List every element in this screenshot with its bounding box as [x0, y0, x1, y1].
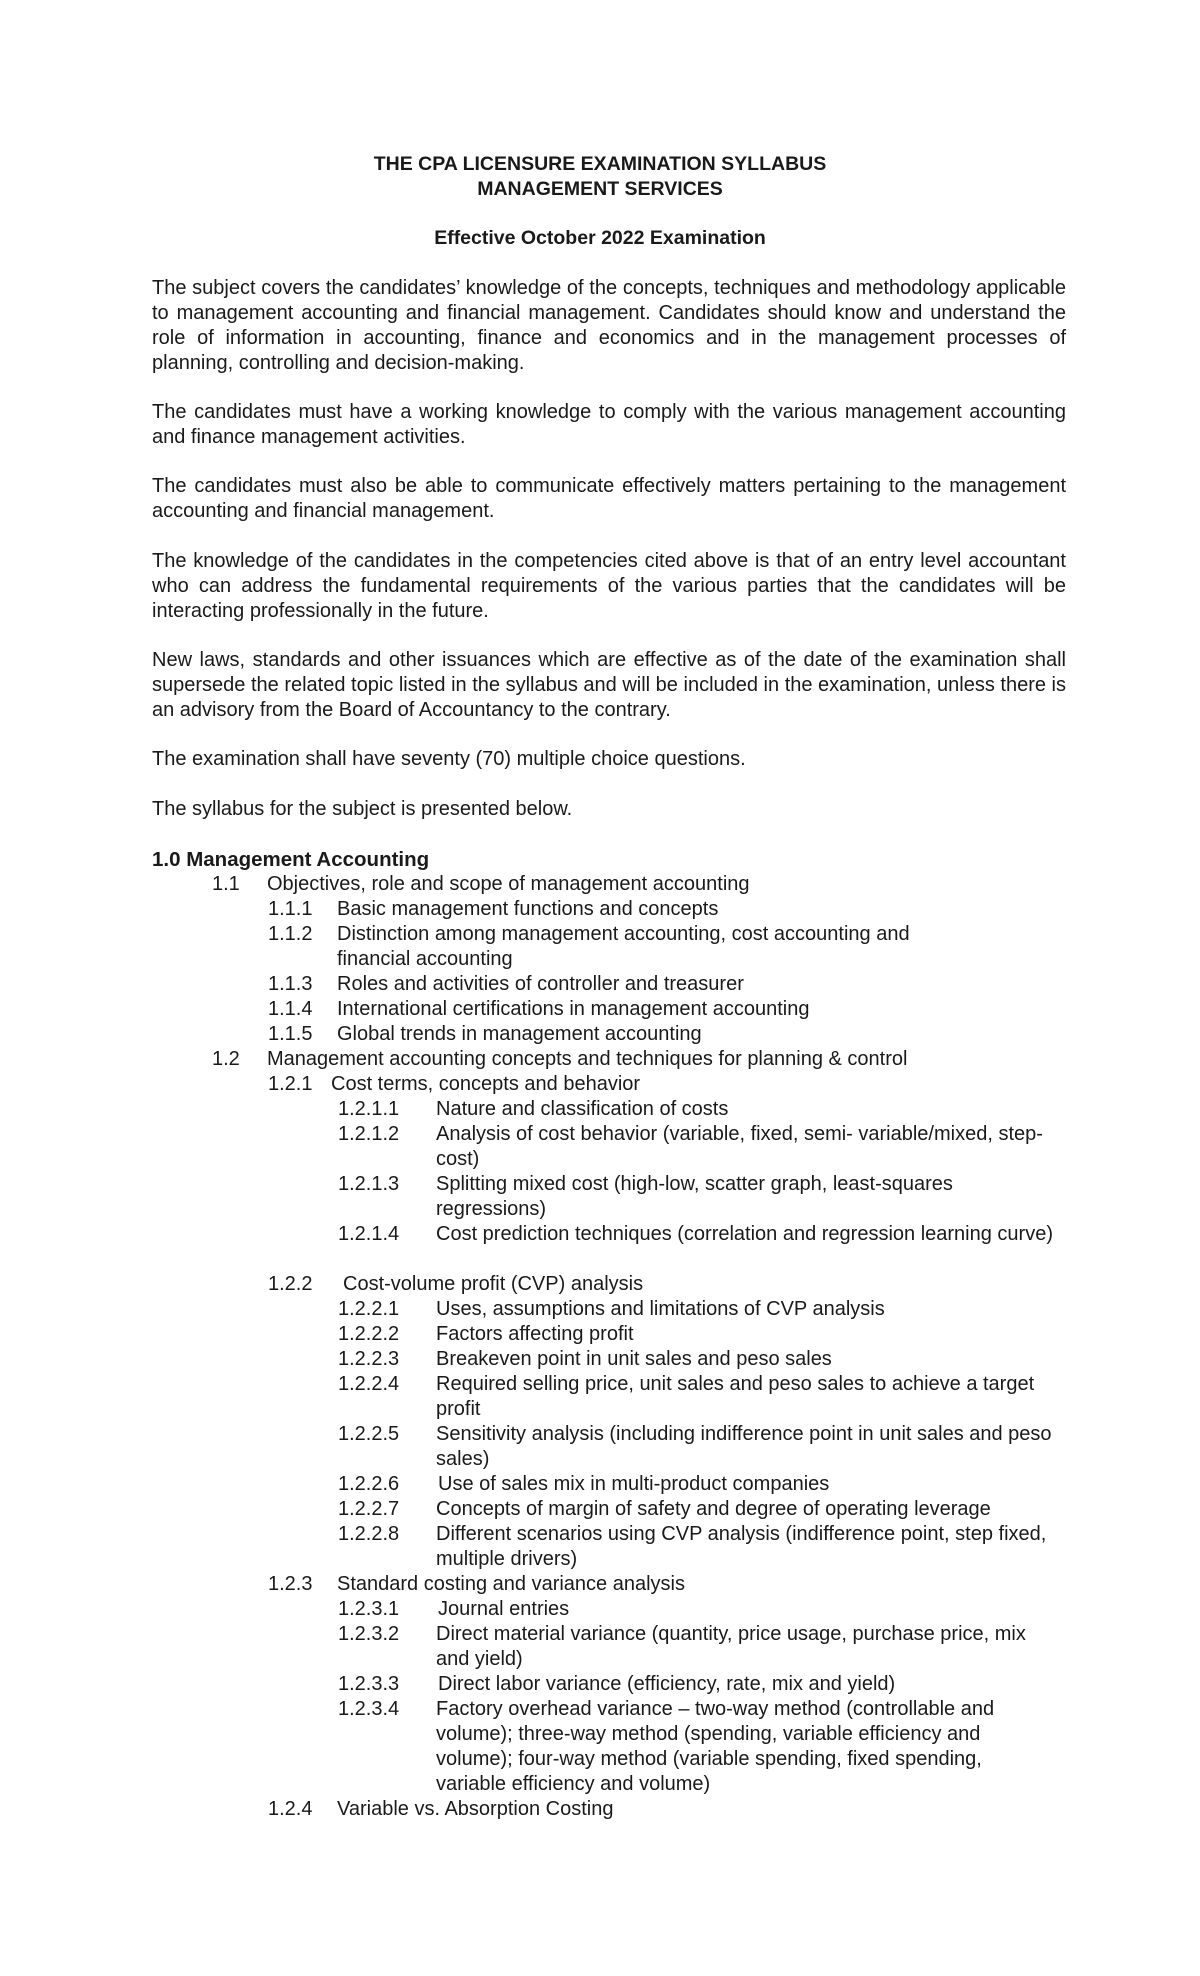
item-text: Breakeven point in unit sales and peso sales — [436, 1348, 832, 1370]
item-number: 1.2.1.3 — [338, 1173, 400, 1195]
item-number: 1.2.2.6 — [338, 1473, 400, 1495]
item-number: 1.2.1.4 — [338, 1223, 400, 1245]
intro-paragraph: The subject covers the candidates’ knowledge of the concepts, techniques and methodology applicable to management accounting and financial management. Candidates should know and understand the role of information in accounting, finance and economics and in the management processes of planning, controlling and decision-making. — [152, 277, 1066, 374]
item-number: 1.2.2.4 — [338, 1373, 400, 1395]
working-knowledge-paragraph: The candidates must have a working knowledge to comply with the various management accounting and finance management activities. — [152, 401, 1066, 448]
effective-date: Effective October 2022 Examination — [434, 227, 766, 249]
item-number: 1.2 — [212, 1048, 240, 1070]
item-number: 1.2.1 — [268, 1073, 313, 1095]
item-number: 1.2.2.3 — [338, 1348, 400, 1370]
title-line-1: THE CPA LICENSURE EXAMINATION SYLLABUS — [373, 153, 827, 175]
item-number: 1.2.3.3 — [338, 1673, 400, 1695]
item-number: 1.2.2.8 — [338, 1523, 400, 1545]
item-text: Journal entries — [438, 1598, 570, 1620]
item-text: Roles and activities of controller and treasurer — [337, 973, 744, 995]
outline-item — [338, 1622, 1068, 1672]
item-number: 1.2.1.1 — [338, 1098, 400, 1120]
item-text: Concepts of margin of safety and degree of operating leverage — [436, 1498, 991, 1520]
title-line-2: MANAGEMENT SERVICES — [477, 178, 723, 200]
item-number: 1.2.3.1 — [338, 1598, 400, 1620]
item-number: 1.2.3 — [268, 1573, 313, 1595]
item-text: Cost-volume profit (CVP) analysis — [343, 1273, 644, 1295]
item-text: Management accounting concepts and techniques for planning & control — [267, 1048, 908, 1070]
outline-item — [338, 1222, 1068, 1272]
item-number: 1.2.2.5 — [338, 1423, 400, 1445]
outline-item — [338, 1122, 1068, 1172]
item-number: 1.1.3 — [268, 973, 313, 995]
item-number: 1.1.4 — [268, 998, 313, 1020]
item-number: 1.2.2.2 — [338, 1323, 400, 1345]
item-text: Cost terms, concepts and behavior — [331, 1073, 641, 1095]
outline-item — [338, 1172, 1068, 1222]
outline-item — [338, 1422, 1068, 1472]
item-number: 1.2.1.2 — [338, 1123, 400, 1145]
item-text: Sensitivity analysis (including indifference point in unit sales and peso sales) — [436, 1423, 1052, 1470]
communication-paragraph: The candidates must also be able to communicate effectively matters pertaining to the management accounting and financial management. — [152, 475, 1066, 522]
item-number: 1.2.4 — [268, 1798, 313, 1820]
item-text: Objectives, role and scope of management accounting — [267, 873, 750, 895]
item-text: Direct labor variance (efficiency, rate, mix and yield) — [438, 1673, 896, 1695]
item-text: Factors affecting profit — [436, 1323, 634, 1345]
outline-item — [338, 1522, 1068, 1572]
outline-item — [338, 1372, 1068, 1422]
outline-item — [268, 922, 1068, 972]
competency-paragraph: The knowledge of the candidates in the competencies cited above is that of an entry level accountant who can address the fundamental requirements of the various parties that the candidates will be interacting professionally in the future. — [152, 550, 1066, 622]
item-text: Use of sales mix in multi-product companies — [438, 1473, 830, 1495]
section-heading: 1.0 Management Accounting — [152, 848, 430, 871]
item-text: Different scenarios using CVP analysis (indifference point, step fixed, multiple drivers) — [436, 1523, 1047, 1570]
syllabus-intro-paragraph: The syllabus for the subject is presented below. — [152, 798, 573, 820]
item-text: Distinction among management accounting, cost accounting and financial accounting — [337, 923, 910, 970]
item-number: 1.2.3.4 — [338, 1698, 400, 1720]
new-laws-paragraph: New laws, standards and other issuances which are effective as of the date of the examination shall supersede the related topic listed in the syllabus and will be included in the examination, unless there is an advisory from the Board of Accountancy to the contrary. — [152, 649, 1066, 721]
item-text: Splitting mixed cost (high-low, scatter graph, least-squares regressions) — [436, 1173, 953, 1220]
item-text: Global trends in management accounting — [337, 1023, 702, 1045]
item-number: 1.1.5 — [268, 1023, 313, 1045]
item-text: Analysis of cost behavior (variable, fixed, semi- variable/mixed, step-cost) — [436, 1123, 1043, 1170]
item-number: 1.2.3.2 — [338, 1623, 400, 1645]
item-text: Cost prediction techniques (correlation and regression learning curve) — [436, 1223, 1053, 1245]
item-text: Standard costing and variance analysis — [337, 1573, 685, 1595]
item-text: Basic management functions and concepts — [337, 898, 719, 920]
item-number: 1.2.2 — [268, 1273, 313, 1295]
item-text: International certifications in management accounting — [337, 998, 810, 1020]
item-text: Variable vs. Absorption Costing — [337, 1798, 614, 1820]
item-text: Nature and classification of costs — [436, 1098, 729, 1120]
outline-item — [338, 1697, 1068, 1797]
item-text: Uses, assumptions and limitations of CVP analysis — [436, 1298, 885, 1320]
item-number: 1.1 — [212, 873, 240, 895]
item-number: 1.2.2.1 — [338, 1298, 400, 1320]
item-number: 1.1.2 — [268, 923, 313, 945]
item-text: Factory overhead variance – two-way method (controllable and volume); three-way method (spending, variable efficiency and volume); four-way method (variable spending, fixed spending, variable efficiency and volume) — [436, 1698, 995, 1795]
question-count-paragraph: The examination shall have seventy (70) multiple choice questions. — [152, 748, 746, 770]
item-number: 1.2.2.7 — [338, 1498, 400, 1520]
item-text: Direct material variance (quantity, price usage, purchase price, mix and yield) — [436, 1623, 1026, 1670]
item-number: 1.1.1 — [268, 898, 313, 920]
item-text: Required selling price, unit sales and peso sales to achieve a target profit — [436, 1373, 1035, 1420]
